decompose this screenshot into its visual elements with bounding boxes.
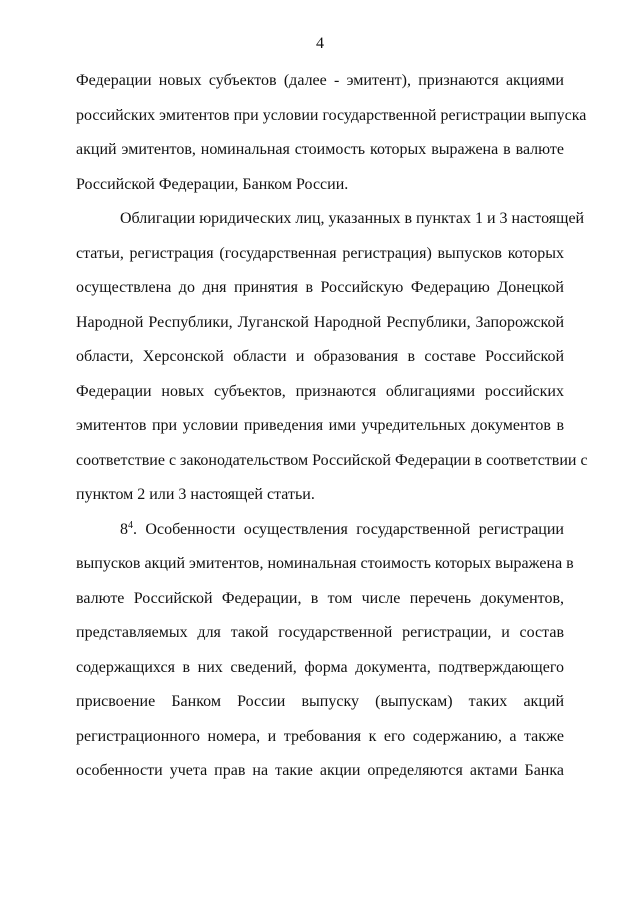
paragraph-1: [76, 64, 587, 202]
text-line: статьи, регистрация (государственная регистрация) выпусков которых: [76, 244, 564, 262]
text-line: Российской Федерации, Банком России.: [76, 175, 349, 193]
text-line: представляемых для такой государственной регистрации, и состав: [76, 624, 564, 641]
text-line: Народной Республики, Луганской Народной Республики, Запорожской: [76, 313, 564, 331]
text-line: Федерации новых субъектов (далее - эмитент), признаются акциями: [76, 72, 564, 89]
page-number: 4: [316, 35, 324, 52]
item-heading-text: . Особенности осуществления государственной регистрации: [133, 520, 564, 538]
text-line: особенности учета прав на такие акции определяются актами Банка: [76, 762, 564, 779]
text-line: присвоение Банком России выпуску (выпускам) таких акций: [76, 693, 564, 710]
text-line: содержащихся в них сведений, форма документа, подтверждающего: [76, 658, 564, 676]
item-superscript: 4: [128, 519, 133, 531]
text-line: акций эмитентов, номинальная стоимость которых выражена в валюте: [76, 141, 564, 158]
text-line: российских эмитентов при условии государственной регистрации выпуска: [76, 106, 587, 124]
text-line: [76, 513, 564, 548]
item-number: 8: [120, 520, 128, 538]
text-line: Облигации юридических лиц, указанных в пунктах 1 и 3 настоящей: [120, 210, 585, 227]
document-body: [76, 64, 588, 789]
text-line: валюте Российской Федерации, в том числе перечень документов,: [76, 589, 564, 607]
text-line: регистрационного номера, и требования к его содержанию, а также: [76, 727, 564, 745]
text-line: пунктом 2 или 3 настоящей статьи.: [76, 486, 315, 503]
paragraph-3: [76, 513, 574, 789]
text-line: соответствие с законодательством Российской Федерации в соответствии с: [76, 451, 588, 469]
text-line: Федерации новых субъектов, признаются облигациями российских: [76, 382, 564, 400]
text-line: выпусков акций эмитентов, номинальная стоимость которых выражена в: [76, 555, 574, 572]
text-line: осуществлена до дня принятия в Российскую Федерацию Донецкой: [76, 279, 564, 296]
text-line: области, Херсонской области и образования в составе Российской: [76, 348, 564, 365]
text-line: эмитентов при условии приведения ими учредительных документов в: [76, 417, 564, 434]
paragraph-2: [76, 202, 588, 513]
